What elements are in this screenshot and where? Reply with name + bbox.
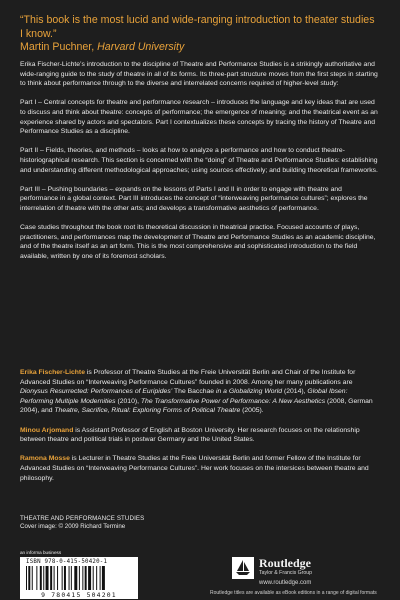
barcode-bar	[71, 566, 72, 590]
barcode-bar	[88, 566, 91, 590]
bio-text: (2008, German 2004), and	[20, 397, 373, 415]
bio-erika	[20, 368, 380, 416]
barcode-bar	[54, 566, 55, 590]
series-title: THEATRE AND PERFORMANCE STUDIES	[20, 515, 145, 522]
publisher-group: Taylor & Francis Group	[259, 570, 313, 576]
bio-minou	[20, 426, 380, 445]
bio-name: Ramona Mosse	[20, 455, 70, 463]
bio-ramona	[20, 454, 380, 483]
description-paragraph: Part II – Fields, theories, and methods – looks at how to analyze a performance and how to conduct theatre-historiographical research. This section is concerned with the “doing” of Theatre and Performance Studies: establishing and understanding different methodological approaches; using sources effectively; and building theoretical frameworks.	[20, 147, 378, 174]
barcode-bar	[28, 566, 30, 590]
publisher-url: www.routledge.com	[259, 580, 312, 586]
barcode-bar	[62, 566, 63, 590]
book-title: Theatre, Sacrifice, Ritual: Exploring Forms of Political Theatre	[54, 407, 241, 415]
barcode-bar	[96, 566, 97, 590]
informa-imprint: an informa business	[20, 550, 62, 555]
book-title: Dionysus Resurrected: Performances of Euripides’	[20, 388, 173, 396]
quote-author-name: Martin Puchner,	[20, 41, 95, 53]
barcode-bar	[85, 566, 87, 590]
bio-text: (2005).	[240, 407, 264, 415]
barcode-digits: 9 780415 504201	[41, 591, 117, 599]
bio-text: (2010),	[115, 397, 141, 405]
description-paragraph: Part I – Central concepts for theatre and performance research – introduces the language and key ideas that are used to discuss and think about theatre: concepts of performance; the emergence of meaning; and the theatrical event as an experience shared by actors and spectators. Part I contextualizes these concepts by tracing the history of Theatre and Performance Studies as a discipline.	[20, 99, 378, 136]
routledge-boat-icon	[232, 557, 254, 579]
description-paragraph: Case studies throughout the book root its theoretical discussion in theatrical practice. Focused accounts of plays, practitioners, and performances map the development of Theatre and Performance Studies as an academic discipline, and of the theatre itself as an art form. This is the most comprehensive and sophisticated introduction to the field available, written by one of its foremost scholars.	[20, 224, 376, 260]
book-description	[20, 60, 380, 271]
barcode-bars	[26, 566, 132, 590]
author-bios	[20, 368, 380, 493]
barcode-bar	[74, 566, 77, 590]
cover-image-credit: Cover image: © 2009 Richard Termine	[20, 523, 126, 530]
book-title: in a Globalizing World	[215, 388, 283, 396]
description-paragraph: Erika Fischer-Lichte’s introduction to the discipline of Theatre and Performance Studies is a strikingly authoritative and wide-ranging guide to the study of theatre in all of its forms. Its three-part structure moves from the first steps in starting to think about performance through to the diverse and interrelated concerns required of higher-level study:	[20, 61, 378, 88]
barcode-bar	[43, 566, 44, 590]
barcode-bar	[36, 566, 37, 590]
isbn-barcode	[20, 557, 138, 599]
barcode-bar	[69, 566, 70, 590]
book-title: The Bacchae	[172, 388, 216, 396]
barcode-bar	[32, 566, 33, 590]
barcode-bar	[100, 566, 101, 590]
quote-author	[20, 41, 380, 55]
barcode-bar	[102, 566, 105, 590]
barcode-bar	[40, 566, 42, 590]
bio-text: is Professor of Theatre Studies at the Freie Universität Berlin and Chair of the Institute for Advanced Studies on “Interweaving Performance Cultures” founded in 2008. Among her many publications are	[20, 369, 356, 386]
barcode-bar	[93, 566, 94, 590]
bio-name: Erika Fischer-Lichte	[20, 369, 85, 376]
publisher-brand: Routledge	[259, 556, 311, 570]
isbn-label: ISBN 978-0-415-50420-1	[26, 559, 108, 565]
endorsement-quote	[20, 14, 380, 55]
series-info	[20, 515, 320, 531]
barcode-bar	[64, 566, 66, 590]
bio-text: is Lecturer in Theatre Studies at the Freie Universität Berlin and former Fellow of the Institute for Advanced Studies on “Interweaving Performance Cultures”. Her work focuses on the intersices between theatre and philosophy.	[20, 455, 369, 482]
bio-text: is Assistant Professor of English at Boston University. Her research focuses on the relationship between theatre and political trials in postwar Germany and the United States.	[20, 426, 360, 444]
barcode-bar	[57, 566, 58, 590]
bio-name: Minou Arjomand	[20, 426, 74, 434]
quote-author-affiliation: Harvard University	[97, 41, 185, 53]
description-paragraph: Part III – Pushing boundaries – expands on the lessons of Parts I and II in order to engage with theatre and performance in a global context. Part III introduces the concept of “interweaving performance cultures”; explores the interrelation of theatre with the other arts; and develops a transformative aesthetics of performance.	[20, 185, 368, 212]
barcode-bar	[46, 566, 49, 590]
book-title: Global Ibsen: Performing Multiple Modernities	[20, 388, 348, 405]
barcode-bar	[26, 566, 27, 590]
quote-text: “This book is the most lucid and wide-ranging introduction to theater studies I know.”	[20, 14, 375, 40]
publisher-logo	[232, 555, 392, 589]
barcode-bar	[50, 566, 52, 590]
barcode-bar	[82, 566, 83, 590]
barcode-bar	[79, 566, 80, 590]
book-title: The Transformative Power of Performance: A New Aesthetics	[140, 397, 326, 405]
bio-text: (2014),	[282, 388, 308, 396]
ebook-note: Routledge titles are available as eBook editions in a range of digital formats	[210, 590, 377, 596]
